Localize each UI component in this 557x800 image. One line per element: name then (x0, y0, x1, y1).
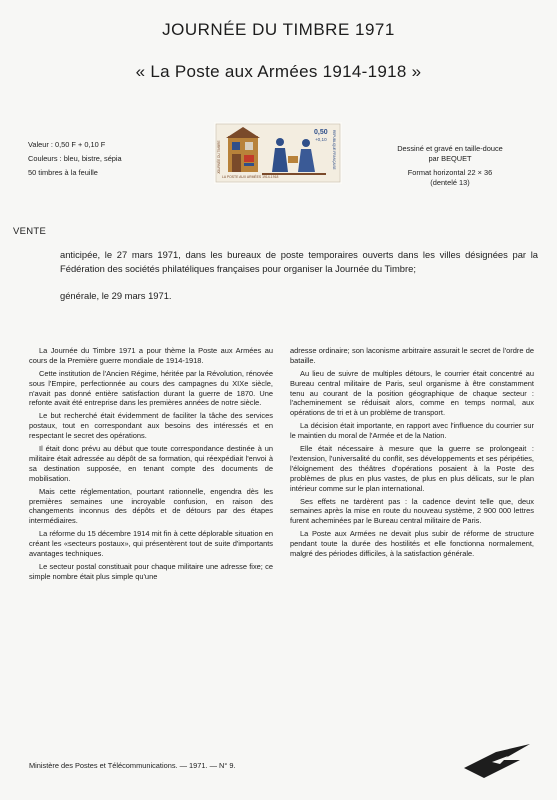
footer-text: Ministère des Postes et Télécommunications. — 1971. — N° 9. (29, 761, 236, 770)
la-poste-logo-icon (462, 738, 532, 784)
dessine-line2: par BEQUET (428, 154, 472, 163)
valeur-text: Valeur : 0,50 F + 0,10 F (28, 140, 106, 149)
couleurs-text: Couleurs : bleu, bistre, sépia (28, 154, 122, 163)
paragraph: La décision était importante, en rapport avec l'influence du courrier sur le maintien du moral de l'Armée et de la Nation. (290, 421, 534, 441)
format-line1: Format horizontal 22 × 36 (407, 168, 493, 177)
paragraph: Au lieu de suivre de multiples détours, le courrier était concentré au Bureau central militaire de Paris, seul organisme à être constamment tenu au courant de la position géographique de chaque secteur : l'acheminement se réduisait alors, comme en temps normal, aux opérations de tri et à un problème de transport. (290, 368, 534, 418)
stamp-specs-right (380, 144, 520, 188)
stamp-specs-left (28, 138, 178, 180)
vente-anticipee: anticipée, le 27 mars 1971, dans les bureaux de poste temporaires ouverts dans les villes désignées par la Fédération des sociétés philatéliques françaises pour organiser la Journée du Timbre; (60, 249, 538, 274)
quantite-text: 50 timbres à la feuille (28, 168, 98, 177)
page-subtitle: « La Poste aux Armées 1914-1918 » (135, 62, 422, 81)
paragraph: La réforme du 15 décembre 1914 mit fin à cette déplorable situation en créant les «secteurs postaux», qui présentèrent tout de suite d'importants avantages techniques. (29, 529, 273, 558)
paragraph: Le secteur postal constituait pour chaque militaire une adresse fixe; ce simple nombre était plus simple qu'une (29, 562, 273, 581)
stamp-side-text: JOURNÉE DU TIMBRE (217, 140, 221, 174)
stamp-country: REPUBLIQUE FRANÇAISE (332, 130, 336, 170)
stamp-image (214, 122, 342, 184)
paragraph: Cette institution de l'Ancien Régime, héritée par la Révolution, rénovée sous l'Empire, perfectionnée au cours des campagnes du XIXe siècle, n'avait pas donné entière satisfaction durant la guerre de 1870. Une refonte avait été entreprise dans les premières années de notre siècle. (29, 368, 273, 408)
vente-heading: VENTE (13, 226, 47, 237)
paragraph: Mais cette réglementation, pourtant rationnelle, engendra dès les premières semaines une incroyable confusion, en raison des changements inconnus des dépôts et de détours par des étapes intermédiaires. (29, 486, 273, 526)
page-title: JOURNÉE DU TIMBRE 1971 (162, 20, 395, 39)
dessine-line1: Dessiné et gravé en taille-douce (397, 144, 503, 153)
stamp-caption: LA POSTE AUX ARMÉES 1914-1918 (222, 175, 279, 179)
paragraph: Elle était nécessaire à mesure que la guerre se prolongeait : l'extension, l'universalité du conflit, ses développements et ses péripéties, l'éloignement des théâtres d'opérations posaient à la Poste des problèmes de plus en plus vastes, de plus en plus délicats, sur le plan intérieur comme sur le plan international. (290, 444, 534, 493)
paragraph: Il était donc prévu au début que toute correspondance destinée à un militaire était adressée au dépôt de sa formation, qui réexpédiait l'envoi à sa destination supposée, en tenant compte des documents de mobilisation. (29, 444, 273, 483)
body-column-left (29, 346, 273, 585)
paragraph: Le but recherché était évidemment de faciliter la tâche des services postaux, tout en correspondant aux besoins des intéressés et en respectant le secret des opérations. (29, 411, 273, 441)
paragraph: La Journée du Timbre 1971 a pour thème la Poste aux Armées au cours de la Première guerre mondiale de 1914-1918. (29, 346, 273, 365)
svg-text:+0,10: +0,10 (315, 137, 327, 142)
paragraph-continuation: adresse ordinaire; son laconisme arbitraire assurait le secret de l'ordre de bataille. (290, 346, 534, 365)
paragraph: Ses effets ne tardèrent pas : la cadence devint telle que, deux semaines après la mise en route du nouveau système, 2 900 000 lettres furent acheminées par le Bureau central militaire de Paris. (290, 496, 534, 526)
format-line2: (dentelé 13) (430, 178, 470, 187)
vente-generale: générale, le 29 mars 1971. (60, 290, 172, 301)
svg-text:0,50: 0,50 (314, 129, 328, 136)
body-column-right (290, 346, 534, 562)
paragraph: La Poste aux Armées ne devait plus subir de réforme de structure pendant toute la durée des hostilités et elle fonctionna normalement, malgré des périodes difficiles, à la satisfaction générale. (290, 529, 534, 558)
